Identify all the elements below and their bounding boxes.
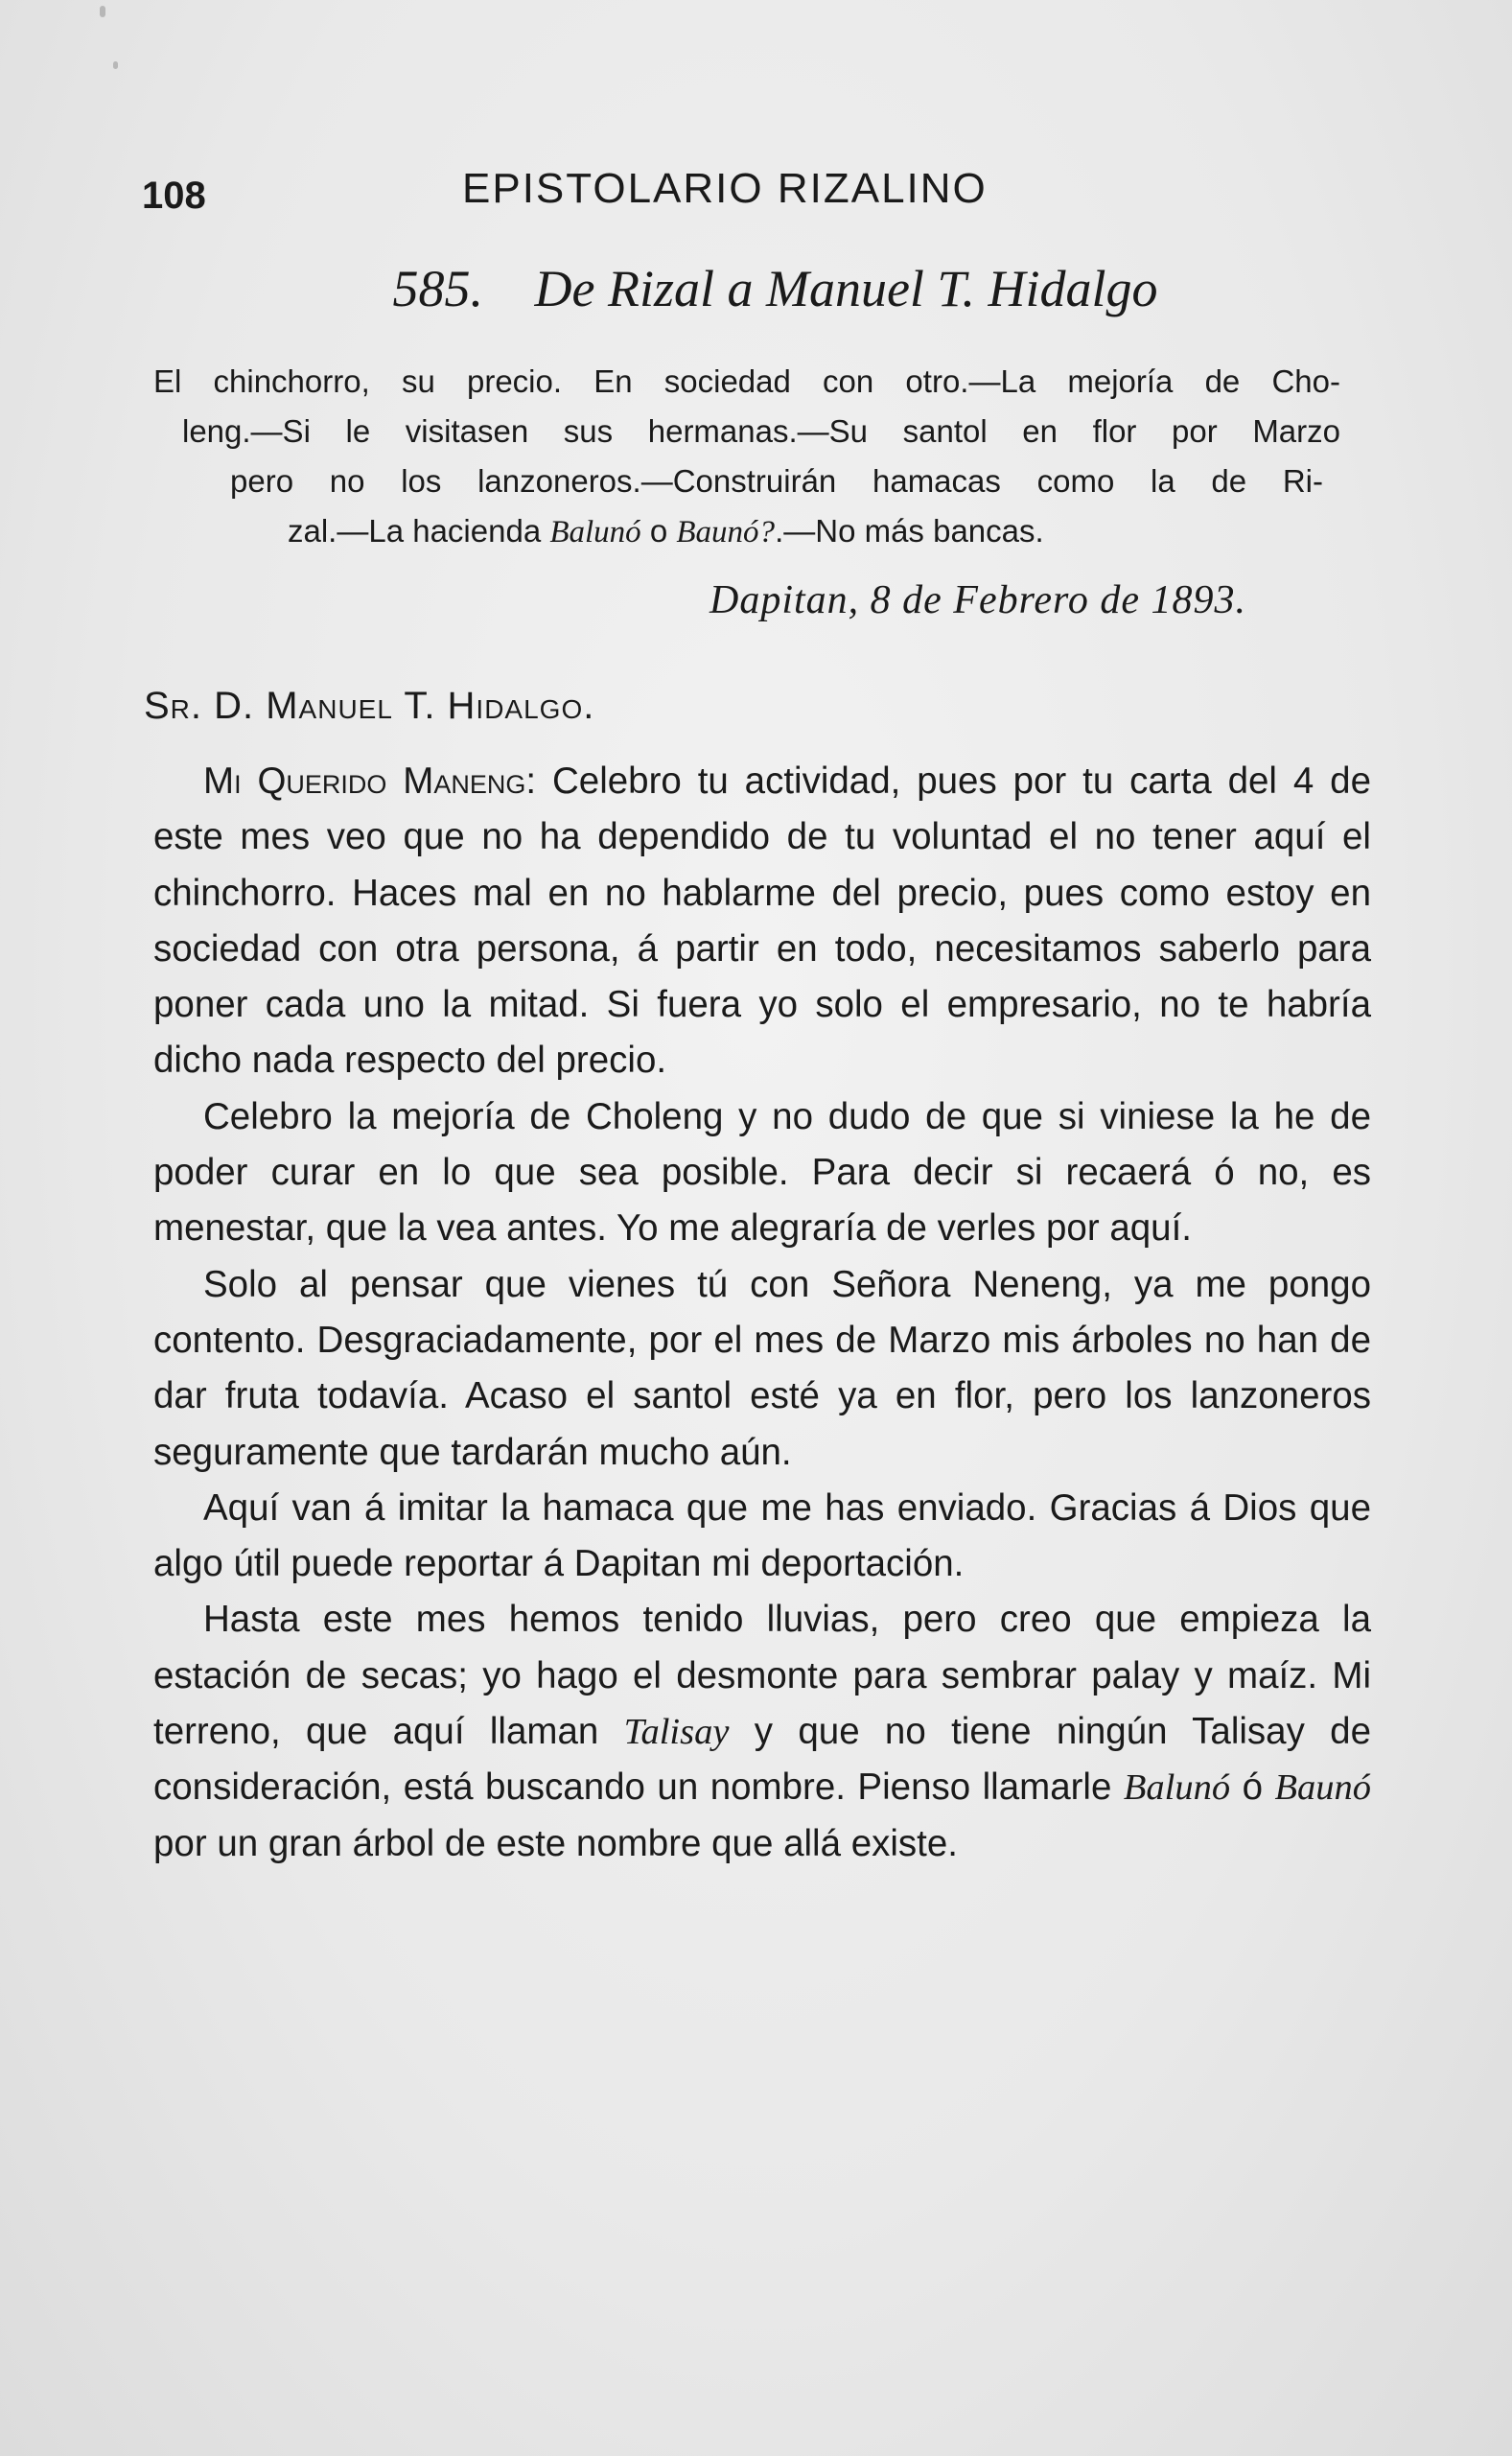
summary-italic: Balunó <box>549 515 641 550</box>
addressee-text: Sr. D. Manuel T. Hidalgo. <box>144 685 595 727</box>
summary-line <box>153 506 1340 557</box>
summary-text: o <box>640 513 677 549</box>
paragraph-text: ó <box>1230 1766 1275 1809</box>
letter-title <box>0 259 1512 318</box>
summary-line: pero no los lanzoneros.—Construirán hamacas como la de Ri- <box>230 463 1323 499</box>
letter-body <box>153 754 1371 1872</box>
summary-italic: Baunó? <box>676 515 776 550</box>
summary-line: El chinchorro, su precio. En sociedad con otro.—La mejoría de Cho- <box>153 363 1340 399</box>
paragraph-text: : Celebro tu actividad, pues por tu carta del 4 de este mes veo que no ha dependido de tu voluntad el no tener aquí el chinchorro. Haces mal en no hablarme del precio, pues como estoy en sociedad con otra persona, á partir en todo, necesitamos saberlo para poner cada uno la mitad. Si fuera yo solo el empresario, no te habría dicho nada respecto del precio. <box>153 760 1371 1082</box>
paragraph-text: Hasta este mes hemos tenido lluvias, pero creo que empieza la estación de secas; yo hago el desmonte para sembrar palay y maíz. Mi terreno, que aquí llaman <box>153 1599 1371 1753</box>
paragraph <box>153 1592 1371 1871</box>
summary-line: leng.—Si le visitasen sus hermanas.—Su santol en flor por Marzo <box>182 413 1340 449</box>
dust-speck <box>100 6 105 17</box>
addressee <box>144 685 594 728</box>
dateline: Dapitan, 8 de Febrero de 1893. <box>709 578 1246 622</box>
page-number: 108 <box>142 175 206 217</box>
book-title: EPISTOLARIO RIZALINO <box>462 165 988 212</box>
summary-text: zal.—La hacienda <box>288 513 550 549</box>
italic-term: Talisay <box>623 1712 730 1753</box>
salutation: Mi Querido Maneng <box>203 760 526 802</box>
paragraph: Aquí van á imitar la hamaca que me has enviado. Gracias á Dios que algo útil puede reportar á Dapitan mi deportación. <box>153 1486 1371 1585</box>
italic-term: Baunó <box>1274 1767 1371 1809</box>
italic-term: Balunó <box>1123 1767 1231 1809</box>
running-head <box>142 165 1371 222</box>
letter-heading: De Rizal a Manuel T. Hidalgo <box>534 260 1158 317</box>
dust-speck <box>113 61 118 69</box>
letter-summary <box>153 357 1340 557</box>
paragraph-text: y que no tiene ningún Talisay de consideración, está buscando un nombre. Pienso llamarle <box>153 1711 1371 1809</box>
letter-number: 585. <box>392 260 484 317</box>
paragraph: Celebro la mejoría de Choleng y no dudo de que si viniese la he de poder curar en lo que sea posible. Para decir si recaerá ó no, es menestar, que la vea antes. Yo me alegraría de verles por aquí. <box>153 1095 1371 1250</box>
paragraph <box>153 754 1371 1089</box>
paragraph: Solo al pensar que vienes tú con Señora Neneng, ya me pongo contento. Desgraciadamente, por el mes de Marzo mis árboles no han de dar fruta todavía. Acaso el santol esté ya en flor, pero los lanzoneros seguramente que tardarán mucho aún. <box>153 1263 1371 1473</box>
summary-text: .—No más bancas. <box>775 513 1044 549</box>
paragraph-text: por un gran árbol de este nombre que allá existe. <box>153 1822 958 1864</box>
